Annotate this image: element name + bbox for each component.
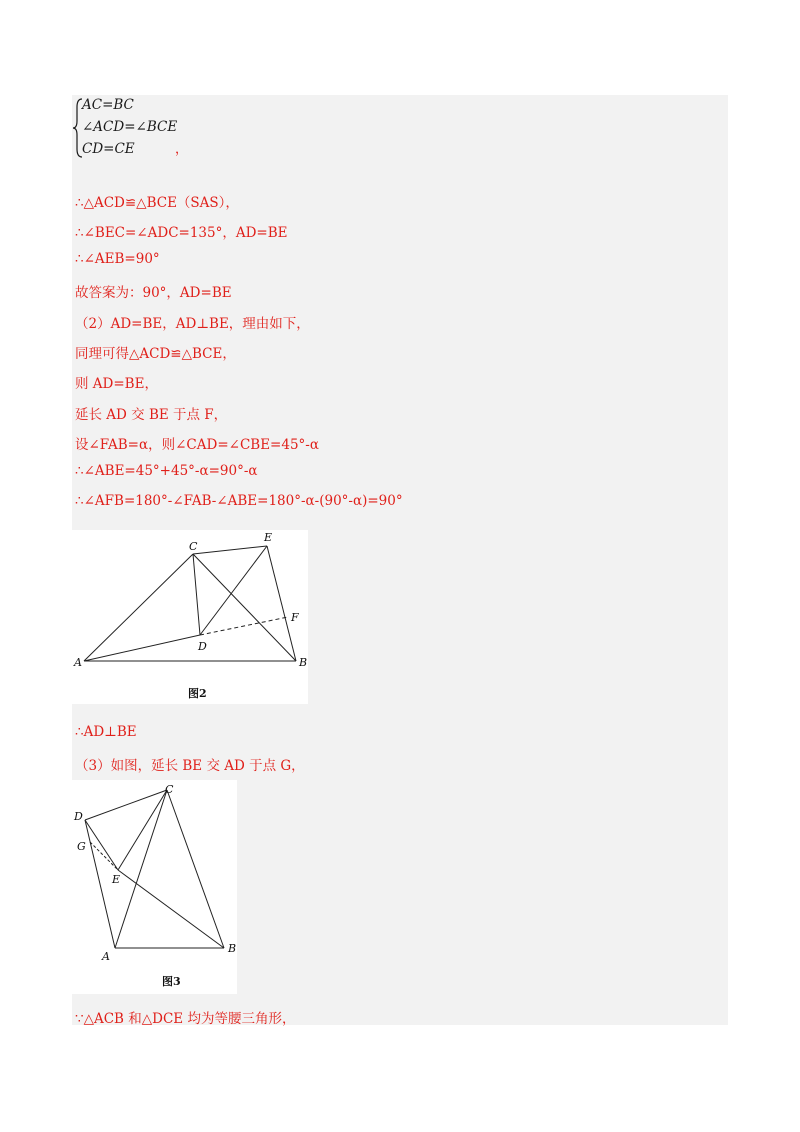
segment-GE-dashed (90, 842, 118, 870)
figure-3-diagram (72, 780, 237, 994)
figure-3-caption: 图3 (162, 975, 181, 988)
label-D: D (198, 640, 207, 653)
segment-EB (267, 546, 296, 661)
segment-AC (84, 554, 193, 661)
label-E: E (264, 531, 273, 544)
solution-line: ∴AD⊥BE (75, 724, 137, 740)
segment-DA (85, 820, 115, 948)
segment-CE (118, 790, 167, 870)
solution-line: ∵△ACB 和△DCE 均为等腰三角形， (75, 1011, 296, 1027)
figure-2-caption: 图2 (188, 687, 207, 700)
label-D: D (74, 810, 83, 823)
solution-line: ∴∠ABE=45°+45°-α=90°-α (75, 463, 258, 479)
solution-line: ∴∠AEB=90° (75, 251, 160, 267)
solution-line: （2）AD=BE，AD⊥BE，理由如下， (75, 316, 310, 332)
label-G: G (77, 840, 86, 853)
solution-line: ∴△ACD≌△BCE（SAS）， (75, 195, 239, 211)
segment-ED (200, 546, 267, 635)
label-C: C (189, 540, 198, 553)
solution-line: 延长 AD 交 BE 于点 F， (75, 407, 228, 423)
label-E: E (112, 873, 121, 886)
segment-CD (193, 554, 200, 635)
solution-line: （3）如图，延长 BE 交 AD 于点 G， (75, 758, 305, 774)
segment-EB (118, 870, 224, 948)
label-A: A (74, 656, 82, 669)
label-B: B (299, 656, 308, 669)
segment-DF-dashed (200, 617, 288, 635)
system-line-1: AC=BC (82, 97, 134, 113)
system-line-2: ∠ACD=∠BCE (82, 119, 178, 135)
segment-CB (167, 790, 224, 948)
figure-2 (72, 530, 308, 704)
equation-system (72, 95, 272, 161)
solution-line: ∴∠BEC=∠ADC=135°，AD=BE (75, 225, 288, 241)
segment-AD (84, 635, 200, 661)
segment-DE (85, 820, 118, 870)
solution-line: 设∠FAB=α，则∠CAD=∠CBE=45°-α (75, 437, 319, 453)
solution-line: 则 AD=BE， (75, 376, 158, 392)
figure-2-diagram (72, 530, 308, 704)
segment-CE (193, 546, 267, 554)
label-B: B (228, 942, 237, 955)
label-A: A (102, 950, 110, 963)
label-C: C (165, 783, 174, 796)
solution-line: 故答案为：90°，AD=BE (75, 285, 232, 301)
segment-CA (115, 790, 167, 948)
segment-CB (193, 554, 296, 661)
solution-line: 同理可得△ACD≌△BCE， (75, 346, 236, 362)
system-comma: ， (175, 142, 189, 157)
segment-DC (85, 790, 167, 820)
label-F: F (291, 611, 299, 624)
solution-line: ∴∠AFB=180°-∠FAB-∠ABE=180°-α-(90°-α)=90° (75, 493, 403, 509)
figure-3 (72, 780, 237, 994)
system-line-3: CD=CE (82, 141, 135, 157)
